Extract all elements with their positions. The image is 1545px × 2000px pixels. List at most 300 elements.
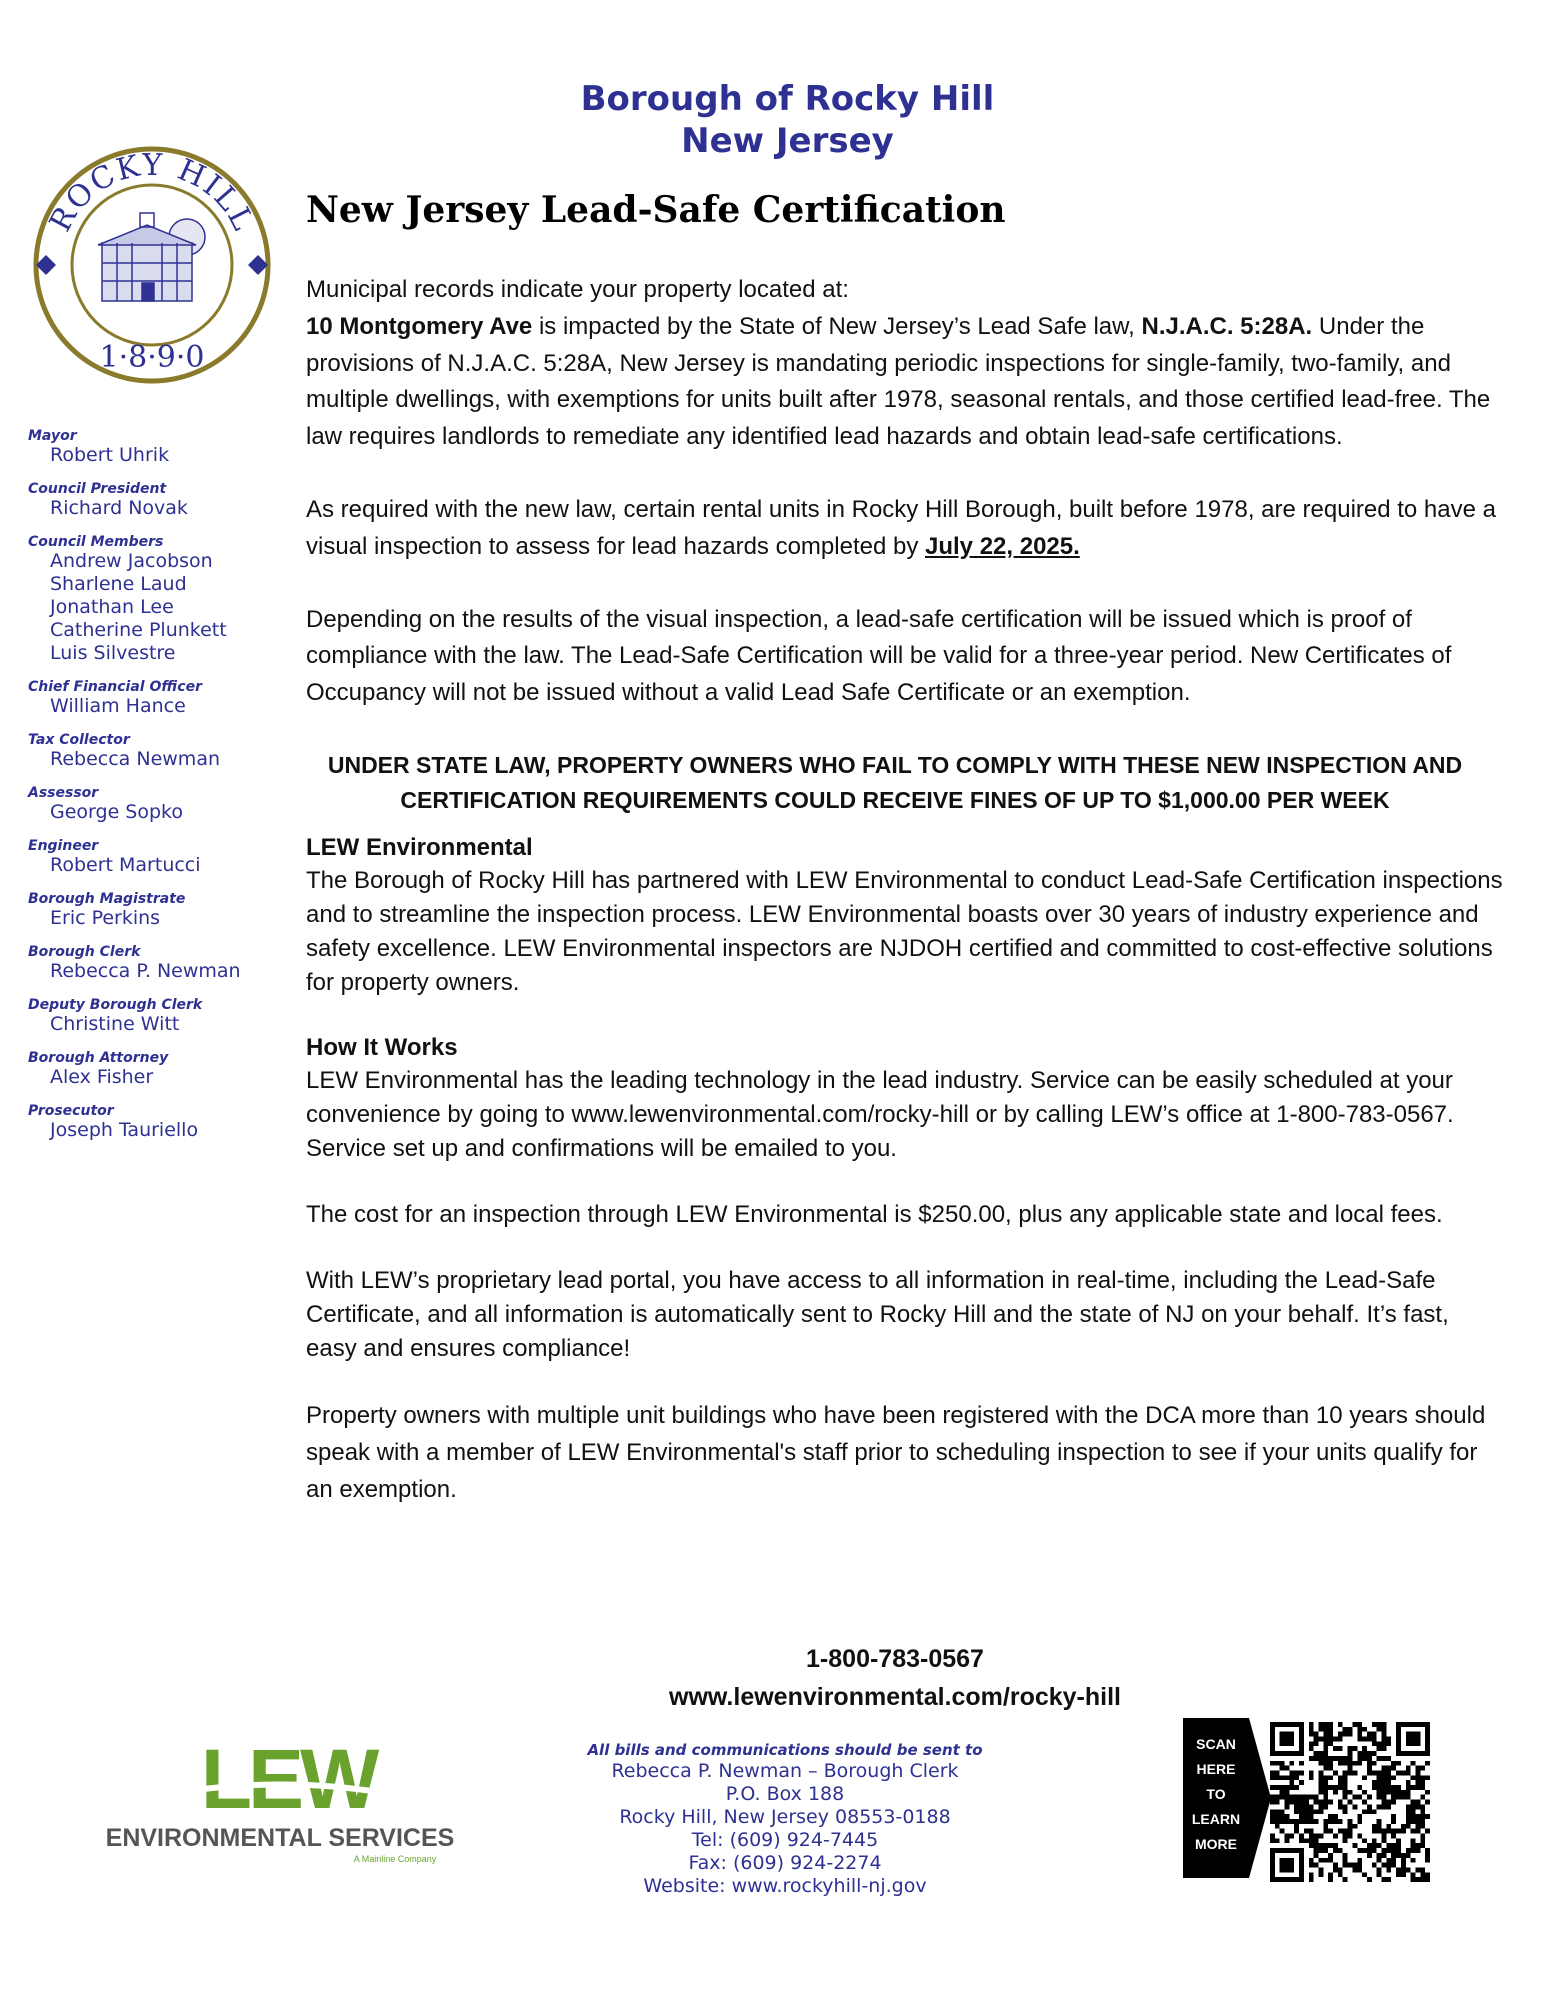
qr-module <box>1309 1858 1314 1863</box>
qr-module <box>1333 1756 1338 1761</box>
qr-module <box>1391 1848 1396 1853</box>
lew-wordmark: LEW <box>200 1732 376 1826</box>
qr-module <box>1367 1848 1372 1853</box>
qr-module <box>1309 1775 1314 1780</box>
qr-module <box>1386 1790 1391 1795</box>
qr-module <box>1352 1804 1357 1809</box>
qr-module <box>1323 1848 1328 1853</box>
official-group-cfo <box>28 679 268 718</box>
qr-module <box>1348 1746 1353 1751</box>
qr-module <box>1415 1829 1420 1834</box>
qr-module <box>1314 1848 1319 1853</box>
qr-module <box>1362 1800 1367 1805</box>
official-name: William Hance <box>50 695 186 717</box>
qr-module <box>1294 1795 1299 1800</box>
contact-phone[interactable]: 1-800-783-0567 <box>806 1645 984 1673</box>
lew-contact <box>306 1640 1484 1716</box>
qr-module <box>1294 1809 1299 1814</box>
qr-module <box>1420 1867 1425 1872</box>
qr-module <box>1420 1814 1425 1819</box>
qr-module <box>1406 1804 1411 1809</box>
qr-module <box>1386 1770 1391 1775</box>
qr-module <box>1328 1722 1333 1727</box>
qr-module <box>1362 1746 1367 1751</box>
qr-module <box>1333 1848 1338 1853</box>
officials-sidebar <box>28 428 268 1156</box>
qr-module <box>1328 1741 1333 1746</box>
qr-module <box>1372 1824 1377 1829</box>
qr-module <box>1348 1819 1353 1824</box>
qr-module <box>1425 1877 1430 1882</box>
qr-module <box>1382 1834 1387 1839</box>
official-title: Engineer <box>28 838 99 854</box>
qr-module <box>1372 1780 1377 1785</box>
qr-module <box>1318 1780 1323 1785</box>
qr-module <box>1314 1834 1319 1839</box>
qr-module <box>1299 1795 1304 1800</box>
qr-module <box>1352 1770 1357 1775</box>
qr-module <box>1415 1848 1420 1853</box>
qr-module <box>1391 1829 1396 1834</box>
multi-unit-paragraph: Property owners with multiple unit buildings who have been registered with the DCA more than 10 years should speak with a member of LEW Environmental's staff prior to scheduling inspection to see if your units qualify for an exemption. <box>306 1401 1486 1503</box>
qr-module <box>1386 1756 1391 1761</box>
borough-name: Borough of Rocky Hill <box>580 79 995 119</box>
qr-module <box>1323 1766 1328 1771</box>
qr-module <box>1391 1843 1396 1848</box>
qr-module <box>1367 1732 1372 1737</box>
official-name: Robert Uhrik <box>50 444 170 466</box>
qr-module <box>1333 1746 1338 1751</box>
qr-module <box>1343 1775 1348 1780</box>
mailing-line[interactable]: Website: www.rockyhill-nj.gov <box>643 1875 927 1897</box>
qr-module <box>1420 1824 1425 1829</box>
qr-module <box>1382 1877 1387 1882</box>
qr-module <box>1280 1790 1285 1795</box>
qr-module <box>1299 1819 1304 1824</box>
qr-module <box>1333 1790 1338 1795</box>
lew-paragraph: The Borough of Rocky Hill has partnered with LEW Environmental to conduct Lead-Safe Certification inspections and to streamline the inspection process. LEW Environmental boasts over 30 years of industry experience and safety excellence. LEW Environmental inspectors are NJDOH certified and committed to cost-effective solutions for property owners. <box>306 866 1503 996</box>
qr-module <box>1328 1877 1333 1882</box>
qr-module <box>1391 1761 1396 1766</box>
qr-module <box>1372 1741 1377 1746</box>
qr-module <box>1357 1756 1362 1761</box>
qr-module <box>1270 1800 1275 1805</box>
portal-paragraph: With LEW’s proprietary lead portal, you have access to all information in real-time, including the Lead-Safe Certificate, and all information is automatically sent to Rocky Hill and the state of NJ on your behalf. It’s fast, easy and ensures compliance! <box>306 1266 1449 1362</box>
qr-module <box>1382 1756 1387 1761</box>
qr-module <box>1343 1770 1348 1775</box>
requirement-paragraph <box>306 492 1506 566</box>
mailing-line: Rocky Hill, New Jersey 08553-0188 <box>619 1806 951 1828</box>
qr-module <box>1328 1814 1333 1819</box>
qr-module <box>1285 1834 1290 1839</box>
qr-module <box>1270 1761 1275 1766</box>
qr-module <box>1270 1775 1275 1780</box>
qr-module <box>1289 1834 1294 1839</box>
qr-module <box>1420 1780 1425 1785</box>
official-group-assessor <box>28 785 268 824</box>
qr-module <box>1415 1867 1420 1872</box>
qr-module <box>1362 1737 1367 1742</box>
qr-module <box>1343 1804 1348 1809</box>
qr-module <box>1338 1872 1343 1877</box>
qr-module <box>1357 1867 1362 1872</box>
lew-line: ENVIRONMENTAL SERVICES <box>105 1824 455 1852</box>
qr-module <box>1391 1819 1396 1824</box>
official-group-magistrate <box>28 891 268 930</box>
qr-module <box>1304 1829 1309 1834</box>
qr-module <box>1367 1809 1372 1814</box>
qr-module <box>1377 1775 1382 1780</box>
qr-module <box>1372 1785 1377 1790</box>
qr-module <box>1386 1737 1391 1742</box>
state-name: New Jersey <box>681 121 894 161</box>
qr-module <box>1362 1751 1367 1756</box>
qr-module <box>1348 1766 1353 1771</box>
qr-module <box>1386 1785 1391 1790</box>
qr-module <box>1377 1790 1382 1795</box>
qr-module <box>1309 1770 1314 1775</box>
qr-module <box>1323 1790 1328 1795</box>
how-paragraph: LEW Environmental has the leading technology in the lead industry. Service can be easily scheduled at your convenience by going to www.lewenvironmental.com/rocky-hill or by calling LEW’s office at 1-800-783-0567. Service set up and confirmations will be emailed to you. <box>306 1066 1454 1162</box>
qr-module <box>1318 1761 1323 1766</box>
qr-module <box>1318 1770 1323 1775</box>
qr-module <box>1314 1863 1319 1868</box>
qr-module <box>1357 1761 1362 1766</box>
qr-module <box>1367 1761 1372 1766</box>
qr-module <box>1280 1829 1285 1834</box>
qr-module <box>1314 1795 1319 1800</box>
qr-module <box>1280 1809 1285 1814</box>
qr-module <box>1299 1780 1304 1785</box>
qr-module <box>1382 1737 1387 1742</box>
qr-module <box>1343 1809 1348 1814</box>
qr-module <box>1382 1746 1387 1751</box>
qr-module <box>1415 1804 1420 1809</box>
qr-module <box>1420 1804 1425 1809</box>
qr-module <box>1338 1867 1343 1872</box>
qr-module <box>1391 1790 1396 1795</box>
official-group-engineer <box>28 838 268 877</box>
qr-module <box>1377 1819 1382 1824</box>
qr-module <box>1411 1775 1416 1780</box>
qr-module <box>1377 1785 1382 1790</box>
qr-module <box>1396 1785 1401 1790</box>
qr-module <box>1309 1834 1314 1839</box>
qr-module <box>1386 1843 1391 1848</box>
qr-module <box>1343 1853 1348 1858</box>
qr-module <box>1314 1819 1319 1824</box>
qr-module <box>1314 1838 1319 1843</box>
qr-module <box>1348 1829 1353 1834</box>
qr-module <box>1391 1834 1396 1839</box>
qr-module <box>1348 1863 1353 1868</box>
qr-module <box>1338 1785 1343 1790</box>
qr-module <box>1309 1809 1314 1814</box>
qr-module <box>1285 1775 1290 1780</box>
qr-module <box>1382 1804 1387 1809</box>
qr-module <box>1275 1800 1280 1805</box>
qr-module <box>1289 1800 1294 1805</box>
qr-module <box>1343 1761 1348 1766</box>
qr-module <box>1309 1863 1314 1868</box>
official-group-prosecutor <box>28 1103 268 1142</box>
official-title: Prosecutor <box>28 1103 114 1119</box>
qr-module <box>1314 1732 1319 1737</box>
qr-module <box>1377 1824 1382 1829</box>
qr-module <box>1343 1863 1348 1868</box>
official-title: Council President <box>28 481 167 497</box>
qr-module <box>1352 1824 1357 1829</box>
qr-module <box>1270 1819 1275 1824</box>
official-title: Council Members <box>28 534 164 550</box>
scan-text: SCAN <box>1196 1736 1236 1752</box>
qr-module <box>1386 1848 1391 1853</box>
qr-module <box>1382 1863 1387 1868</box>
qr-module <box>1372 1809 1377 1814</box>
qr-module <box>1415 1775 1420 1780</box>
qr-module <box>1348 1790 1353 1795</box>
qr-module <box>1309 1727 1314 1732</box>
qr-module <box>1406 1867 1411 1872</box>
qr-module <box>1425 1775 1430 1780</box>
qr-module <box>1367 1853 1372 1858</box>
official-name: Eric Perkins <box>50 907 161 929</box>
qr-module <box>1352 1863 1357 1868</box>
qr-module <box>1318 1775 1323 1780</box>
qr-module <box>1362 1872 1367 1877</box>
qr-module <box>1338 1732 1343 1737</box>
qr-module <box>1391 1766 1396 1771</box>
qr-module <box>1314 1737 1319 1742</box>
qr-module <box>1406 1824 1411 1829</box>
official-name: Christine Witt <box>50 1013 180 1035</box>
qr-module <box>1343 1829 1348 1834</box>
official-name: Joseph Tauriello <box>50 1119 199 1141</box>
qr-module <box>1415 1766 1420 1771</box>
qr-module <box>1382 1829 1387 1834</box>
qr-module <box>1328 1829 1333 1834</box>
qr-module <box>1338 1819 1343 1824</box>
qr-module <box>1377 1829 1382 1834</box>
qr-module <box>1386 1804 1391 1809</box>
qr-module <box>1338 1746 1343 1751</box>
qr-module <box>1285 1804 1290 1809</box>
official-group-deputy-clerk <box>28 997 268 1036</box>
official-name: Richard Novak <box>50 497 188 519</box>
qr-module <box>1299 1814 1304 1819</box>
qr-module <box>1352 1795 1357 1800</box>
qr-module <box>1294 1804 1299 1809</box>
qr-module <box>1357 1751 1362 1756</box>
qr-module <box>1362 1790 1367 1795</box>
qr-module <box>1352 1843 1357 1848</box>
qr-module <box>1348 1770 1353 1775</box>
qr-module <box>1348 1732 1353 1737</box>
qr-module <box>1318 1858 1323 1863</box>
official-group-clerk <box>28 944 268 983</box>
qr-module <box>1362 1809 1367 1814</box>
official-group-tax-collector <box>28 732 268 771</box>
qr-module <box>1367 1804 1372 1809</box>
qr-module <box>1318 1785 1323 1790</box>
qr-module <box>1323 1785 1328 1790</box>
qr-module <box>1285 1800 1290 1805</box>
qr-module <box>1309 1829 1314 1834</box>
qr-module <box>1275 1761 1280 1766</box>
qr-module <box>1382 1722 1387 1727</box>
qr-module <box>1328 1775 1333 1780</box>
qr-module <box>1343 1834 1348 1839</box>
mailing-line: Fax: (609) 924-2274 <box>688 1852 882 1874</box>
qr-module <box>1382 1727 1387 1732</box>
qr-module <box>1372 1829 1377 1834</box>
qr-module <box>1357 1858 1362 1863</box>
intro-paragraph <box>306 272 1506 456</box>
qr-module <box>1352 1746 1357 1751</box>
qr-module <box>1420 1775 1425 1780</box>
lew-environmental-logo <box>90 1728 470 1868</box>
qr-module <box>1333 1843 1338 1848</box>
intro-line: Municipal records indicate your property located at: <box>306 276 849 303</box>
qr-module <box>1304 1819 1309 1824</box>
qr-module <box>1289 1761 1294 1766</box>
qr-module <box>1318 1872 1323 1877</box>
qr-module <box>1328 1843 1333 1848</box>
qr-module <box>1294 1824 1299 1829</box>
official-group-council-members <box>28 534 268 665</box>
qr-module <box>1391 1775 1396 1780</box>
qr-module <box>1323 1722 1328 1727</box>
qr-module <box>1391 1858 1396 1863</box>
qr-module <box>1420 1838 1425 1843</box>
qr-module <box>1420 1795 1425 1800</box>
qr-module <box>1333 1785 1338 1790</box>
lew-heading: LEW Environmental <box>306 833 533 861</box>
qr-module <box>1304 1795 1309 1800</box>
qr-module <box>1406 1819 1411 1824</box>
scan-text: MORE <box>1195 1836 1237 1852</box>
qr-module <box>1323 1741 1328 1746</box>
qr-module <box>1425 1800 1430 1805</box>
official-title: Mayor <box>28 428 77 444</box>
qr-module <box>1367 1751 1372 1756</box>
qr-module <box>1401 1853 1406 1858</box>
qr-module <box>1411 1761 1416 1766</box>
qr-module <box>1420 1809 1425 1814</box>
qr-module <box>1406 1790 1411 1795</box>
seal-diamond-left <box>36 255 56 275</box>
qr-module <box>1396 1838 1401 1843</box>
qr-module <box>1285 1814 1290 1819</box>
seal-top-text: ROCKY HILL <box>42 147 262 238</box>
qr-module <box>1406 1795 1411 1800</box>
qr-module <box>1372 1848 1377 1853</box>
qr-module <box>1382 1766 1387 1771</box>
qr-module <box>1377 1804 1382 1809</box>
qr-module <box>1348 1761 1353 1766</box>
qr-module <box>1367 1795 1372 1800</box>
qr-module <box>1357 1722 1362 1727</box>
qr-module <box>1367 1770 1372 1775</box>
qr-module <box>1411 1829 1416 1834</box>
qr-module <box>1377 1756 1382 1761</box>
qr-module <box>1382 1800 1387 1805</box>
qr-module <box>1372 1838 1377 1843</box>
qr-module <box>1338 1722 1343 1727</box>
qr-module <box>1309 1795 1314 1800</box>
official-name: George Sopko <box>50 801 183 823</box>
qr-module <box>1294 1800 1299 1805</box>
qr-module <box>1338 1780 1343 1785</box>
qr-module <box>1275 1795 1280 1800</box>
qr-module <box>1357 1737 1362 1742</box>
qr-module <box>1338 1800 1343 1805</box>
qr-module <box>1372 1751 1377 1756</box>
qr-module <box>1391 1814 1396 1819</box>
qr-module <box>1338 1737 1343 1742</box>
cost-paragraph: The cost for an inspection through LEW Environmental is $250.00, plus any applicable state and local fees. <box>306 1200 1443 1228</box>
qr-module <box>1309 1877 1314 1882</box>
qr-module <box>1411 1819 1416 1824</box>
qr-module <box>1304 1800 1309 1805</box>
qr-module <box>1318 1727 1323 1732</box>
qr-module <box>1275 1824 1280 1829</box>
qr-module <box>1309 1804 1314 1809</box>
qr-module <box>1314 1800 1319 1805</box>
qr-module <box>1318 1751 1323 1756</box>
qr-module <box>1333 1737 1338 1742</box>
qr-module <box>1304 1814 1309 1819</box>
qr-module <box>1420 1766 1425 1771</box>
qr-module <box>1362 1775 1367 1780</box>
qr-module <box>1280 1795 1285 1800</box>
qr-module <box>1348 1824 1353 1829</box>
qr-module <box>1270 1814 1275 1819</box>
qr-module <box>1333 1834 1338 1839</box>
qr-module <box>1299 1800 1304 1805</box>
qr-module <box>1367 1843 1372 1848</box>
qr-module <box>1275 1770 1280 1775</box>
qr-module <box>1318 1756 1323 1761</box>
qr-module <box>1415 1785 1420 1790</box>
qr-module <box>1294 1775 1299 1780</box>
qr-module <box>1309 1838 1314 1843</box>
qr-module <box>1377 1770 1382 1775</box>
qr-module <box>1401 1790 1406 1795</box>
scan-here-arrow <box>1183 1718 1249 1878</box>
qr-module <box>1386 1741 1391 1746</box>
qr-module <box>1391 1795 1396 1800</box>
qr-module <box>1314 1741 1319 1746</box>
official-name: Jonathan Lee <box>50 596 174 618</box>
qr-module <box>1270 1838 1275 1843</box>
qr-module <box>1401 1795 1406 1800</box>
qr-module <box>1289 1819 1294 1824</box>
qr-module <box>1406 1785 1411 1790</box>
contact-website[interactable]: www.lewenvironmental.com/rocky-hill <box>669 1683 1121 1711</box>
qr-module <box>1382 1775 1387 1780</box>
qr-module <box>1343 1756 1348 1761</box>
qr-module <box>1318 1800 1323 1805</box>
qr-module <box>1323 1746 1328 1751</box>
qr-module <box>1372 1770 1377 1775</box>
qr-code[interactable] <box>1270 1722 1430 1882</box>
qr-module <box>1299 1770 1304 1775</box>
qr-module <box>1420 1877 1425 1882</box>
qr-module <box>1323 1819 1328 1824</box>
qr-module <box>1348 1834 1353 1839</box>
qr-module <box>1382 1780 1387 1785</box>
